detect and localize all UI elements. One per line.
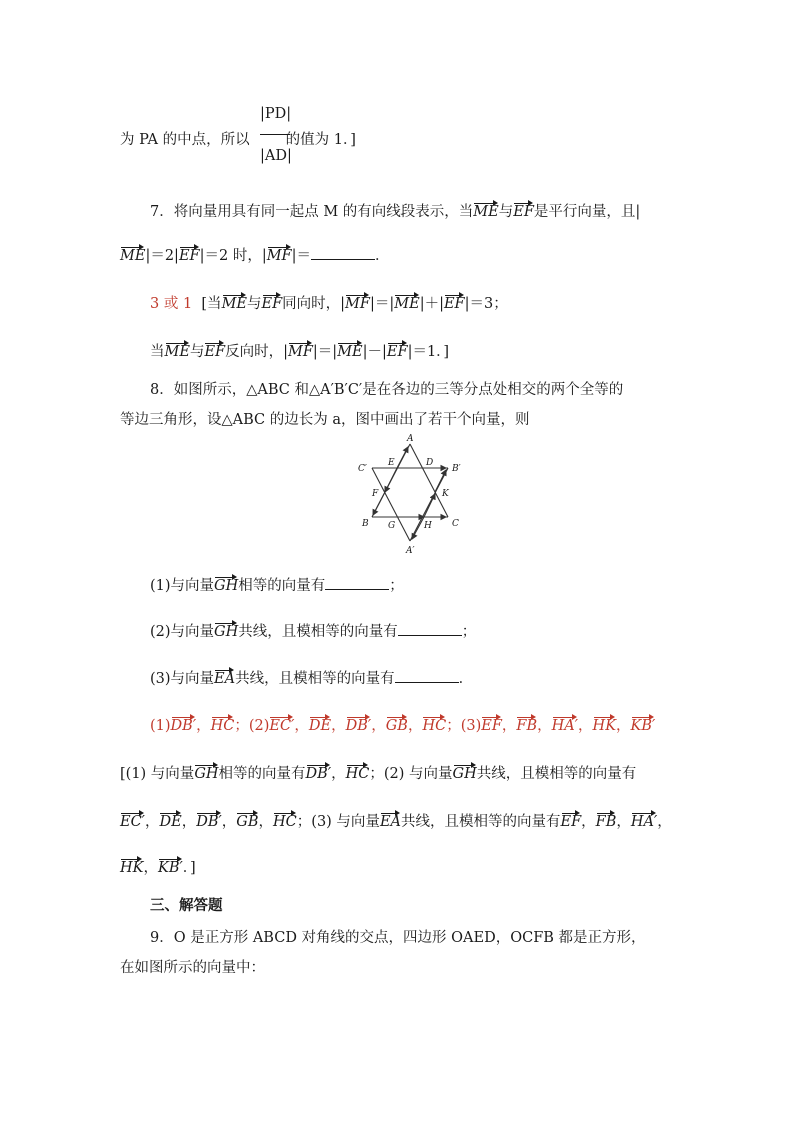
q8-line2: 等边三角形，设△ABC 的边长为 a，图中画出了若干个向量，则 xyxy=(120,412,530,428)
label-bp: B′ xyxy=(452,464,461,474)
vector-symbol: ME xyxy=(221,296,247,312)
vector-symbol: DB′ xyxy=(305,766,332,782)
vector-symbol: EF xyxy=(204,344,226,360)
text-run: ． xyxy=(458,671,474,687)
vector-symbol: EF xyxy=(261,296,283,312)
vector-symbol: EC′ xyxy=(120,814,145,830)
q8-explanation-line3 xyxy=(120,856,196,877)
q7-answer-line2 xyxy=(150,340,449,361)
text-run: |＋| xyxy=(419,296,444,312)
text-run: ， xyxy=(407,718,423,734)
text-run: [(1) 与向量 xyxy=(120,766,195,782)
label-b: B xyxy=(362,519,369,529)
q7-line2 xyxy=(120,244,390,265)
text-run: |＝| xyxy=(312,344,338,360)
fraction-denominator: |AD| xyxy=(260,148,292,164)
text-run: 共线，且模相等的向量有 xyxy=(401,814,561,830)
text-run: ， xyxy=(181,814,197,830)
text-run: (1)与向量 xyxy=(150,578,215,594)
text-run: [当 xyxy=(201,296,222,312)
text-run: 相等的向量有 xyxy=(218,766,306,782)
text-run: ； xyxy=(234,718,249,734)
vector-symbol: KB′ xyxy=(157,860,183,876)
vector-symbol: GB xyxy=(385,718,408,734)
answer-blank xyxy=(311,247,375,260)
vector-symbol: EA xyxy=(214,671,236,687)
q7-line1 xyxy=(150,200,640,221)
text-run: ． xyxy=(375,248,390,264)
text-run: 当 xyxy=(150,344,165,360)
vector-symbol: FB xyxy=(595,814,617,830)
text-run: ；(3) 与向量 xyxy=(296,814,380,830)
label-k: K xyxy=(442,489,449,499)
text-run: ， xyxy=(221,814,237,830)
text-run: ， xyxy=(578,718,593,734)
text-run: (3)与向量 xyxy=(150,671,215,687)
label-ap: A′ xyxy=(406,546,415,556)
vector-symbol: HC xyxy=(345,766,370,782)
vector-symbol: GH xyxy=(214,578,239,594)
vector-symbol: EF xyxy=(443,296,465,312)
text-run: 是平行向量，且| xyxy=(533,204,641,220)
text-run: ， xyxy=(537,718,552,734)
text-run: (1) xyxy=(150,718,171,734)
text-run: 为 PA 的中点，所以 xyxy=(120,132,250,148)
text-run: ； xyxy=(461,624,477,640)
vector-symbol: GH xyxy=(194,766,219,782)
answer-blank xyxy=(398,623,462,636)
text-run: ， xyxy=(371,718,386,734)
label-f: F xyxy=(372,489,379,499)
vector-symbol: HC xyxy=(273,814,297,830)
label-c: C xyxy=(452,519,459,529)
vector-ha xyxy=(412,517,424,539)
text-run: 与 xyxy=(189,344,205,360)
label-cp: C′ xyxy=(358,464,367,474)
vector-symbol: ME xyxy=(164,344,190,360)
text-run: ， xyxy=(616,718,631,734)
vector-symbol: EF xyxy=(481,718,502,734)
text-run: ； xyxy=(389,578,404,594)
answer-blank xyxy=(325,577,389,590)
vector-ea xyxy=(397,447,408,468)
q8-sub2 xyxy=(150,620,476,641)
text-run: 相等的向量有 xyxy=(238,578,326,594)
vector-symbol: HA′ xyxy=(630,814,658,830)
vector-symbol: EF xyxy=(513,204,534,220)
text-run: |－| xyxy=(362,344,387,360)
q8-explanation-line2 xyxy=(120,810,672,831)
label-g: G xyxy=(388,521,396,531)
text-run: ； xyxy=(446,718,461,734)
vector-symbol: EF xyxy=(178,248,200,264)
text-run: (2)与向量 xyxy=(150,624,215,640)
vector-symbol: EF xyxy=(560,814,582,830)
text-run: ， xyxy=(331,766,346,782)
text-run: ， xyxy=(331,718,346,734)
vector-symbol: ME xyxy=(120,248,146,264)
text-run: ；(2) 与向量 xyxy=(369,766,453,782)
q7-answer xyxy=(150,292,508,313)
vector-symbol: GB xyxy=(236,814,259,830)
text-run: (2) xyxy=(248,718,270,734)
vector-symbol: FB xyxy=(516,718,538,734)
vector-symbol: DE xyxy=(308,718,332,734)
vector-symbol: EC′ xyxy=(269,718,295,734)
vector-symbol: MF xyxy=(266,248,292,264)
vector-symbol: EF xyxy=(386,344,408,360)
text-run: (3) xyxy=(460,718,482,734)
text-run: 7．将向量用具有同一起点 M 的有向线段表示，当 xyxy=(150,204,474,220)
label-h: H xyxy=(424,521,432,531)
text-run: |＝3； xyxy=(464,296,508,312)
hexagram-figure xyxy=(350,432,470,557)
text-run: 反向时，| xyxy=(225,344,288,360)
text-run: ， xyxy=(581,814,596,830)
text-run: ， xyxy=(657,814,672,830)
text-run: 共线，且模相等的向量有 xyxy=(476,766,637,782)
vector-symbol: EA xyxy=(379,814,401,830)
text-run: |＝2 时，| xyxy=(199,248,267,264)
text-run: 与 xyxy=(498,204,514,220)
vector-symbol: HA′ xyxy=(551,718,579,734)
vector-symbol: DB′ xyxy=(345,718,372,734)
text-run: |＝1．] xyxy=(407,344,450,360)
text-run: 共线，且模相等的向量有 xyxy=(238,624,398,640)
vector-hk xyxy=(424,494,435,517)
text-run: |＝| xyxy=(369,296,395,312)
section-heading-answers: 三、解答题 xyxy=(150,897,223,914)
vector-symbol: ME xyxy=(473,204,499,220)
text-run: 与 xyxy=(247,296,262,312)
vector-symbol: HC xyxy=(422,718,447,734)
q8-explanation-line1 xyxy=(120,762,636,783)
vector-symbol: HK xyxy=(120,860,144,876)
text-run: 共线，且模相等的向量有 xyxy=(235,671,395,687)
vector-symbol: DE xyxy=(159,814,182,830)
text-run: ， xyxy=(501,718,517,734)
p6-conclusion xyxy=(120,128,356,149)
text-run: ， xyxy=(616,814,631,830)
vector-symbol: DB′ xyxy=(170,718,197,734)
vector-symbol: HK xyxy=(592,718,617,734)
vector-symbol: GH xyxy=(214,624,239,640)
text-run: 的值为 1．] xyxy=(285,132,356,148)
label-a: A xyxy=(407,434,414,444)
q8-sub1 xyxy=(150,574,404,595)
q8-answer xyxy=(150,714,655,735)
fraction-numerator: |PD| xyxy=(260,106,292,122)
text-run: 同向时，| xyxy=(282,296,346,312)
text-run: ， xyxy=(196,718,211,734)
vector-symbol: ME xyxy=(337,344,363,360)
vector-symbol: MF xyxy=(287,344,313,360)
text-run: ， xyxy=(144,814,160,830)
q7-answer-values: 3 或 1 xyxy=(150,296,193,312)
q9-line2: 在如图所示的向量中： xyxy=(120,960,265,976)
q9-line1: 9．O 是正方形 ABCD 对角线的交点，四边形 OAED，OCFB 都是正方形， xyxy=(150,930,646,946)
q8-sub3 xyxy=(150,667,473,688)
text-run: ， xyxy=(294,718,309,734)
vector-symbol: GH xyxy=(452,766,477,782)
vector-symbol: ME xyxy=(394,296,420,312)
text-run: |＝ xyxy=(291,248,312,264)
q8-line1: 8．如图所示，△ABC 和△A′B′C′是在各边的三等分点处相交的两个全等的 xyxy=(150,382,624,398)
answer-blank xyxy=(395,670,459,683)
text-run: ．] xyxy=(182,860,196,876)
vector-symbol: DB′ xyxy=(196,814,222,830)
label-e: E xyxy=(388,458,395,468)
text-run: |＝2| xyxy=(145,248,179,264)
vector-symbol: KB′ xyxy=(630,718,656,734)
vector-symbol: HC xyxy=(210,718,235,734)
vector-symbol: MF xyxy=(345,296,370,312)
vector-ef xyxy=(385,468,397,492)
text-run: ， xyxy=(143,860,158,876)
text-run: ， xyxy=(258,814,274,830)
label-d: D xyxy=(426,458,434,468)
